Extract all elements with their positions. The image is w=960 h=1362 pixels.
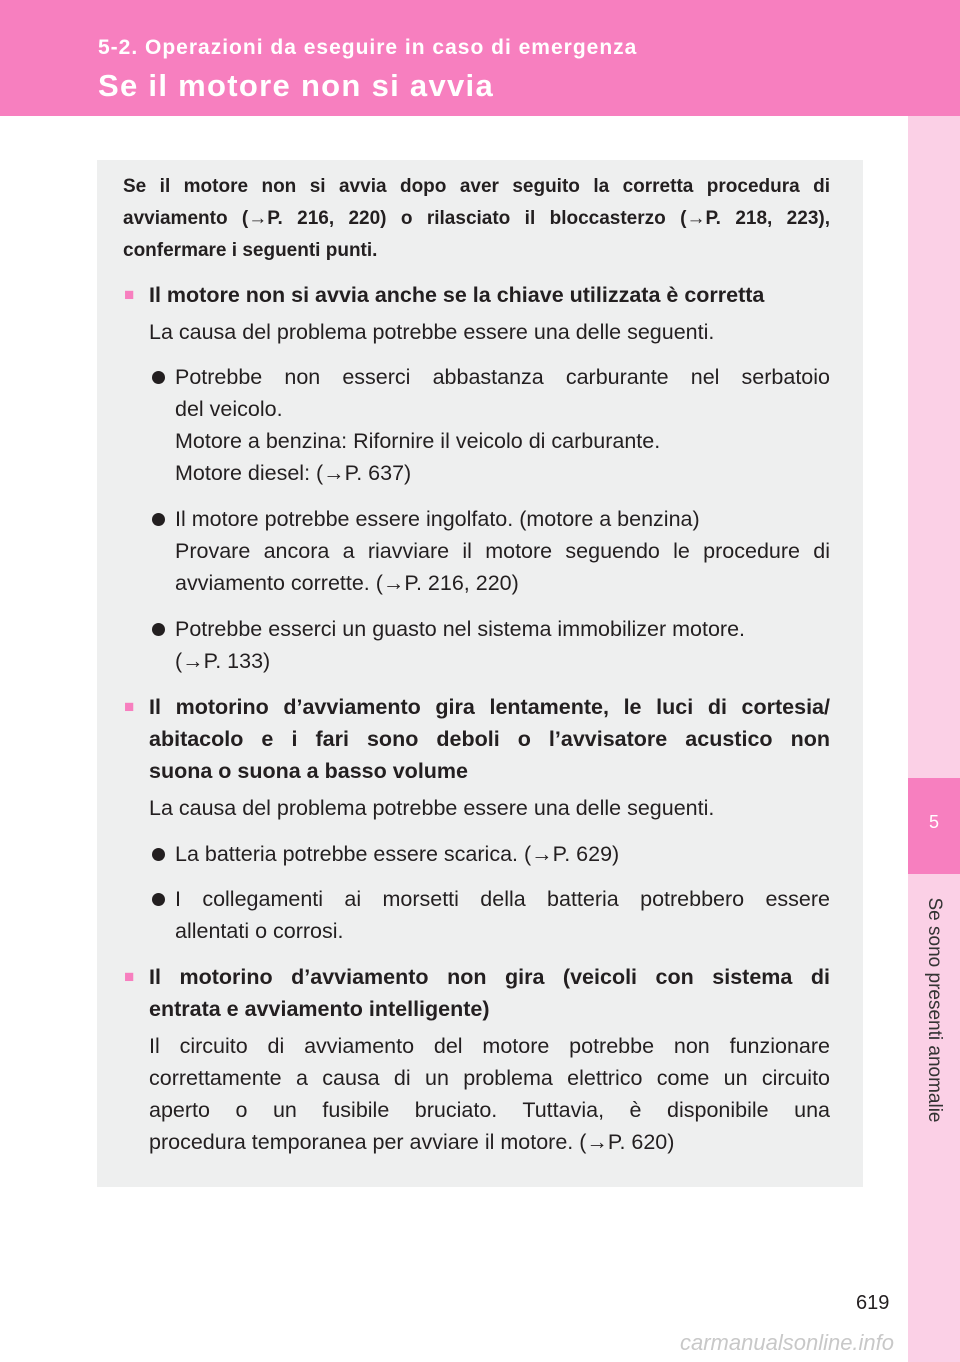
section-label: 5-2. Operazioni da eseguire in caso di emergenza bbox=[98, 36, 638, 59]
section-lead: Il circuito di avviamento del motore potrebbe non funzionare correttamente a causa di un problema elettrico come un circuito aperto o un fusibile bruciato. Tuttavia, è disponibile una procedura temporanea per avviare il motore. (→P. 620) bbox=[149, 1034, 830, 1154]
bullet-dot-icon bbox=[152, 848, 165, 861]
square-bullet-icon: ■ bbox=[124, 967, 135, 986]
section-lead: La causa del problema potrebbe essere una delle seguenti. bbox=[149, 320, 715, 344]
section-heading: Il motorino d’avviamento gira lentamente, le luci di cortesia/ abitacolo e i fari sono deboli o l’avvisatore acustico non suona o suona a basso volume bbox=[149, 695, 830, 783]
page-title: Se il motore non si avvia bbox=[98, 68, 495, 103]
watermark: carmanualsonline.info bbox=[680, 1330, 895, 1355]
intro-paragraph: Se il motore non si avvia dopo aver seguito la corretta procedura di avviamento (→P. 216, 220) o rilasciato il bloccasterzo (→P. 218, 223), confermare i seguenti punti. bbox=[123, 176, 830, 261]
chapter-title: Se sono presenti anomalie bbox=[924, 897, 945, 1123]
section-lead: La causa del problema potrebbe essere una delle seguenti. bbox=[149, 796, 715, 820]
list-item: La batteria potrebbe essere scarica. (→P. 629) bbox=[175, 842, 620, 866]
section-heading: Il motore non si avvia anche se la chiave utilizzata è corretta bbox=[149, 283, 765, 307]
list-item: I collegamenti ai morsetti della batteria potrebbero essere allentati o corrosi. bbox=[175, 887, 830, 943]
square-bullet-icon: ■ bbox=[124, 697, 135, 716]
bullet-dot-icon bbox=[152, 623, 165, 636]
list-item: Potrebbe non esserci abbastanza carburante nel serbatoio del veicolo. Motore a benzina: Rifornire il veicolo di carburante. Motore diesel: (→P. 637) bbox=[175, 365, 830, 485]
bullet-dot-icon bbox=[152, 513, 165, 526]
list-item: Il motore potrebbe essere ingolfato. (motore a benzina) Provare ancora a riavviare il motore seguendo le procedure di avviamento corrette. (→P. 216, 220) bbox=[175, 507, 830, 595]
bullet-dot-icon bbox=[152, 893, 165, 906]
list-item: Potrebbe esserci un guasto nel sistema immobilizer motore. (→P. 133) bbox=[175, 617, 746, 673]
bullet-dot-icon bbox=[152, 371, 165, 384]
chapter-side-tab bbox=[908, 116, 960, 1362]
page-number: 619 bbox=[856, 1292, 890, 1314]
square-bullet-icon: ■ bbox=[124, 285, 135, 304]
section-heading: Il motorino d’avviamento non gira (veicoli con sistema di entrata e avviamento intelligente) bbox=[149, 965, 830, 1021]
chapter-number: 5 bbox=[928, 812, 939, 832]
